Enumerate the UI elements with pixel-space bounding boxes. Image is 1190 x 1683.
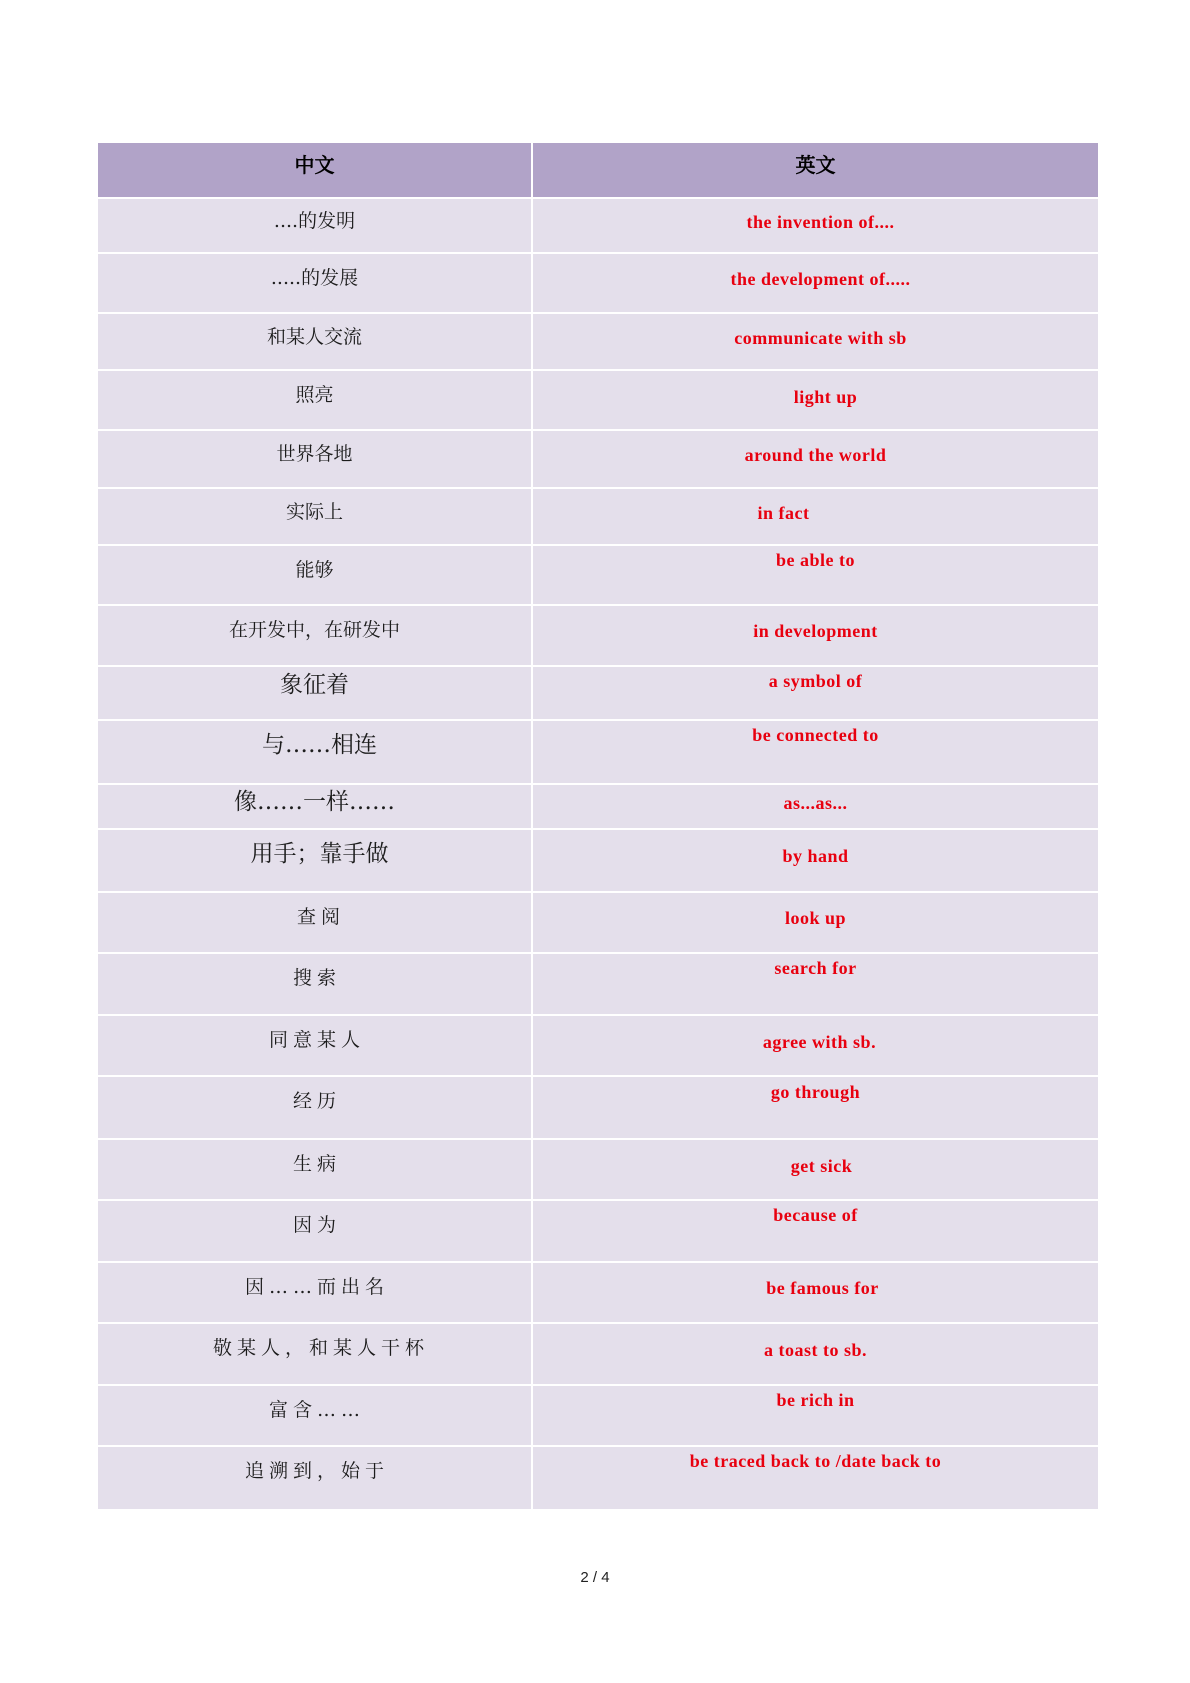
chinese-phrase: 与……相连 (262, 732, 377, 758)
cell-english (533, 199, 1098, 252)
english-phrase: get sick (790, 1156, 853, 1176)
table-row (98, 546, 1098, 606)
chinese-phrase: ....的发明 (273, 210, 356, 232)
cell-english (533, 546, 1098, 604)
cell-chinese (98, 199, 533, 252)
cell-english (533, 489, 1098, 544)
table-row (98, 371, 1098, 431)
chinese-phrase: 富含…… (268, 1399, 365, 1421)
table-row (98, 431, 1098, 489)
table-row (98, 314, 1098, 371)
table-row (98, 721, 1098, 785)
english-phrase: the development of..... (730, 269, 911, 289)
header-cell-chinese (98, 143, 533, 197)
cell-english (533, 1201, 1098, 1261)
table-row (98, 667, 1098, 721)
column-header-english: 英文 (795, 153, 836, 177)
table-row (98, 1324, 1098, 1386)
header-cell-english (533, 143, 1098, 197)
cell-chinese (98, 830, 533, 891)
cell-chinese (98, 489, 533, 544)
cell-english (533, 254, 1098, 312)
chinese-phrase: 搜索 (292, 967, 341, 989)
chinese-phrase: 用手；靠手做 (250, 841, 389, 867)
cell-chinese (98, 1263, 533, 1322)
chinese-phrase: 照亮 (295, 384, 334, 406)
cell-chinese (98, 1140, 533, 1199)
cell-chinese (98, 954, 533, 1014)
english-phrase: a symbol of (768, 671, 863, 691)
column-header-chinese: 中文 (294, 153, 335, 177)
table-row (98, 1016, 1098, 1077)
cell-chinese (98, 667, 533, 719)
cell-english (533, 431, 1098, 487)
chinese-phrase: 追溯到，始于 (244, 1460, 389, 1482)
cell-english (533, 893, 1098, 952)
chinese-phrase: 在开发中，在研发中 (228, 619, 400, 641)
table-row (98, 893, 1098, 954)
english-phrase: be famous for (766, 1278, 879, 1298)
cell-chinese (98, 1077, 533, 1138)
cell-chinese (98, 546, 533, 604)
chinese-phrase: 能够 (295, 559, 334, 581)
cell-chinese (98, 606, 533, 665)
cell-chinese (98, 1016, 533, 1075)
table-row (98, 785, 1098, 830)
english-phrase: the invention of.... (746, 212, 895, 232)
cell-english (533, 1140, 1098, 1199)
english-phrase: by hand (782, 846, 849, 866)
cell-english (533, 314, 1098, 369)
cell-chinese (98, 431, 533, 487)
cell-english (533, 785, 1098, 828)
chinese-phrase: 和某人交流 (266, 326, 362, 348)
english-phrase: in fact (757, 503, 810, 523)
cell-english (533, 1324, 1098, 1384)
cell-chinese (98, 1386, 533, 1445)
cell-english (533, 1447, 1098, 1509)
table-row (98, 489, 1098, 546)
chinese-phrase: 生病 (292, 1153, 341, 1175)
table-row (98, 1201, 1098, 1263)
english-phrase: a toast to sb. (763, 1340, 867, 1360)
chinese-phrase: 世界各地 (276, 443, 353, 465)
english-phrase: communicate with sb (734, 328, 907, 348)
english-phrase: as...as... (783, 793, 848, 813)
english-phrase: agree with sb. (762, 1032, 877, 1052)
table-row (98, 1140, 1098, 1201)
cell-english (533, 1077, 1098, 1138)
table-row (98, 830, 1098, 893)
chinese-phrase: 同意某人 (268, 1029, 365, 1051)
cell-chinese (98, 785, 533, 828)
cell-english (533, 371, 1098, 429)
vocabulary-table (98, 143, 1098, 1509)
table-row (98, 1447, 1098, 1509)
cell-english (533, 606, 1098, 665)
table-row (98, 1386, 1098, 1447)
chinese-phrase: 敬某人，和某人干杯 (212, 1337, 429, 1359)
cell-english (533, 1016, 1098, 1075)
page-number: 2 / 4 (580, 1569, 610, 1586)
cell-chinese (98, 1447, 533, 1509)
cell-chinese (98, 1324, 533, 1384)
cell-english (533, 830, 1098, 891)
chinese-phrase: 实际上 (285, 501, 343, 523)
english-phrase: go through (770, 1082, 861, 1102)
table-row (98, 1263, 1098, 1324)
english-phrase: in development (753, 621, 878, 641)
chinese-phrase: .....的发展 (270, 267, 359, 289)
english-phrase: search for (774, 958, 857, 978)
cell-chinese (98, 1201, 533, 1261)
chinese-phrase: 查阅 (296, 906, 345, 928)
chinese-phrase: 因……而出名 (244, 1276, 389, 1298)
cell-chinese (98, 371, 533, 429)
cell-english (533, 954, 1098, 1014)
chinese-phrase: 象征着 (280, 672, 349, 698)
cell-chinese (98, 721, 533, 783)
cell-english (533, 1386, 1098, 1445)
cell-chinese (98, 254, 533, 312)
english-phrase: be rich in (776, 1390, 855, 1410)
english-phrase: be able to (776, 550, 855, 570)
table-row (98, 1077, 1098, 1140)
english-phrase: because of (773, 1205, 858, 1225)
cell-english (533, 667, 1098, 719)
table-row (98, 954, 1098, 1016)
cell-english (533, 721, 1098, 783)
table-row (98, 606, 1098, 667)
chinese-phrase: 因为 (292, 1214, 341, 1236)
english-phrase: around the world (744, 445, 887, 465)
table-header-row (98, 143, 1098, 199)
cell-english (533, 1263, 1098, 1322)
chinese-phrase: 像……一样…… (234, 789, 395, 815)
english-phrase: light up (793, 387, 858, 407)
english-phrase: look up (784, 908, 847, 928)
cell-chinese (98, 314, 533, 369)
table-row (98, 199, 1098, 254)
english-phrase: be connected to (752, 725, 879, 745)
chinese-phrase: 经历 (292, 1090, 341, 1112)
table-row (98, 254, 1098, 314)
english-phrase: be traced back to /date back to (689, 1451, 942, 1471)
cell-chinese (98, 893, 533, 952)
